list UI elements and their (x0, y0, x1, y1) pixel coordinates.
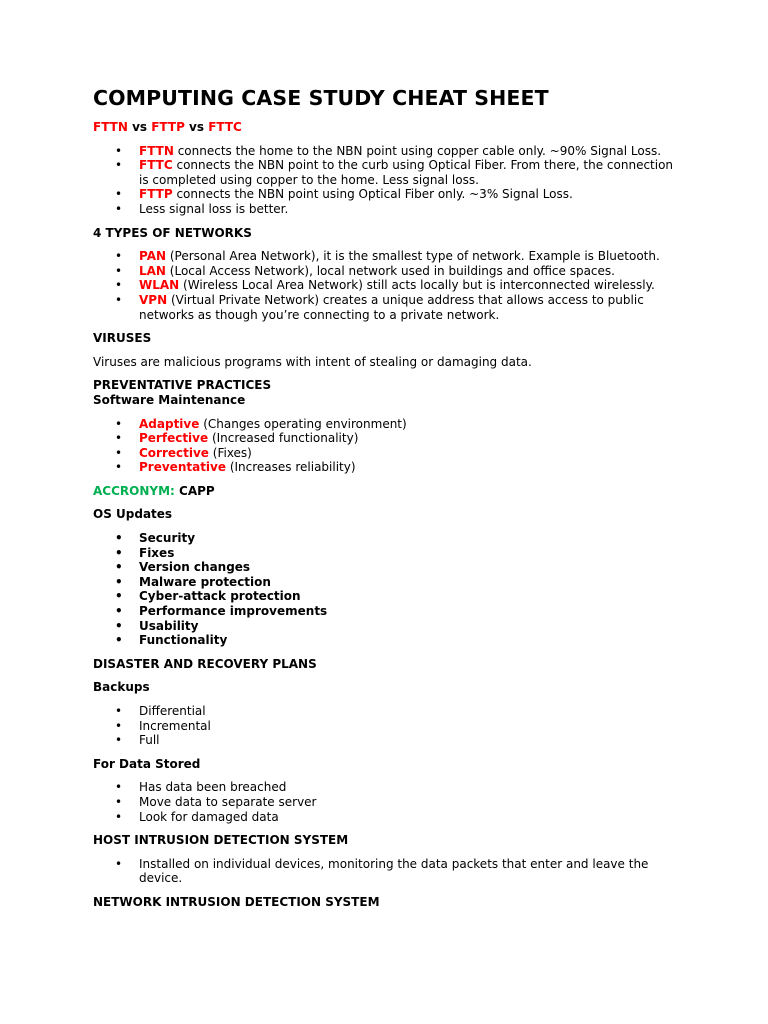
list-item: • LAN (Local Access Network), local network used in buildings and office spaces. (139, 264, 683, 279)
document-content (93, 86, 683, 910)
hids-list (93, 857, 683, 886)
page-title: COMPUTING CASE STUDY CHEAT SHEET (93, 86, 549, 110)
list-item: • Malware protection (139, 575, 683, 590)
list-item: • Full (139, 733, 683, 748)
fiber-list (93, 144, 683, 217)
viruses-text: Viruses are malicious programs with intent of stealing or damaging data. (93, 354, 532, 369)
disaster-heading: DISASTER AND RECOVERY PLANS (93, 656, 317, 671)
list-item: • PAN (Personal Area Network), it is the smallest type of network. Example is Bluetooth. (139, 249, 683, 264)
nids-heading: NETWORK INTRUSION DETECTION SYSTEM (93, 894, 380, 909)
list-item: • Performance improvements (139, 604, 683, 619)
software-maintenance-heading: Software Maintenance (93, 392, 246, 407)
fiber-heading-vs: vs (127, 120, 152, 134)
backups-list (93, 704, 683, 748)
list-item: • Adaptive (Changes operating environment) (139, 417, 683, 432)
fiber-heading-fttp: FTTP (151, 120, 185, 134)
viruses-heading: VIRUSES (93, 331, 152, 346)
list-item: • Usability (139, 619, 683, 634)
list-item: • Security (139, 531, 683, 546)
list-item: • Perfective (Increased functionality) (139, 431, 683, 446)
list-item: • Preventative (Increases reliability) (139, 460, 683, 475)
data-stored-list (93, 780, 683, 824)
list-item: • Installed on individual devices, monitoring the data packets that enter and leave the device. (139, 857, 683, 886)
list-item: • Move data to separate server (139, 795, 683, 810)
list-item: • Has data been breached (139, 780, 683, 795)
list-item: • Fixes (139, 546, 683, 561)
list-item: • Version changes (139, 560, 683, 575)
hids-heading: HOST INTRUSION DETECTION SYSTEM (93, 833, 349, 848)
acronym-value: CAPP (174, 483, 215, 498)
list-item: • Incremental (139, 719, 683, 734)
list-item: • WLAN (Wireless Local Area Network) still acts locally but is interconnected wirelessly. (139, 278, 683, 293)
list-item: • Differential (139, 704, 683, 719)
list-item: • Corrective (Fixes) (139, 446, 683, 461)
networks-list (93, 249, 683, 322)
acronym-line (93, 484, 683, 499)
fiber-heading-fttn: FTTN (93, 120, 128, 134)
list-item: • FTTP connects the NBN point using Optical Fiber only. ~3% Signal Loss. (139, 187, 683, 202)
fiber-heading-vs: vs (184, 120, 209, 134)
networks-heading: 4 TYPES OF NETWORKS (93, 225, 252, 240)
os-updates-list (93, 531, 683, 648)
backups-heading: Backups (93, 680, 150, 695)
preventative-heading: PREVENTATIVE PRACTICES (93, 378, 272, 393)
list-item: • Functionality (139, 633, 683, 648)
os-updates-heading: OS Updates (93, 507, 173, 522)
list-item: • FTTC connects the NBN point to the curb using Optical Fiber. From there, the connection is completed using copper to the home. Less signal loss. (139, 158, 683, 187)
maintenance-list (93, 417, 683, 475)
list-item: • Look for damaged data (139, 810, 683, 825)
list-item: • Cyber-attack protection (139, 589, 683, 604)
acronym-label: ACCRONYM: (93, 483, 175, 498)
list-item: • FTTN connects the home to the NBN point using copper cable only. ~90% Signal Loss. (139, 144, 683, 159)
fiber-heading (93, 120, 683, 135)
data-stored-heading: For Data Stored (93, 756, 201, 771)
list-item: • Less signal loss is better. (139, 202, 683, 217)
list-item: • VPN (Virtual Private Network) creates a unique address that allows access to public networks as though you’re connecting to a private network. (139, 293, 683, 322)
fiber-heading-fttc: FTTC (208, 120, 242, 134)
